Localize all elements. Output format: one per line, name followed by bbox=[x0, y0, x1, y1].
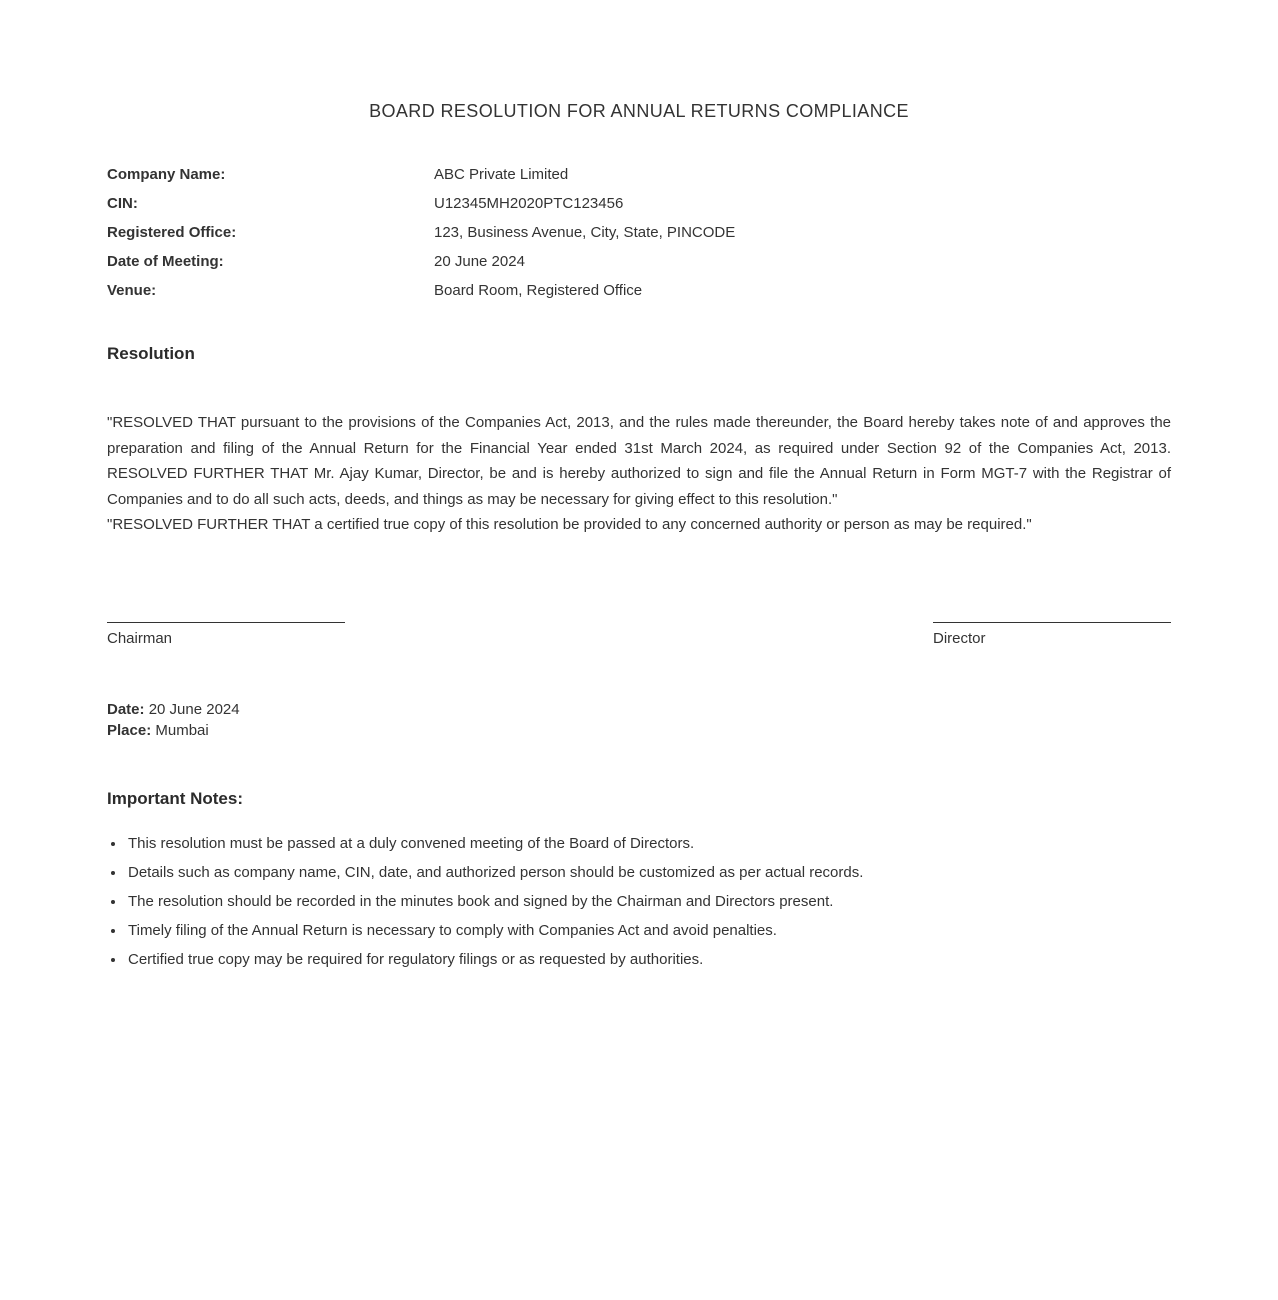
resolution-paragraph: "RESOLVED FURTHER THAT a certified true copy of this resolution be provided to any concerned authority or person as may be required." bbox=[107, 516, 1032, 533]
date-value: 20 June 2024 bbox=[148, 700, 240, 718]
important-notes-heading: Important Notes: bbox=[107, 788, 243, 808]
list-item: • Details such as company name, CIN, date, and authorized person should be customized as per actual records. bbox=[126, 862, 1171, 883]
chairman-signature-block bbox=[107, 622, 345, 647]
company-name-value: ABC Private Limited bbox=[434, 166, 569, 183]
chairman-signature-line bbox=[107, 622, 345, 623]
place-value: Mumbai bbox=[155, 721, 209, 739]
date-place-block bbox=[107, 699, 1171, 741]
date-label: Date: bbox=[107, 700, 145, 718]
table-row bbox=[107, 276, 1171, 305]
cin-value: U12345MH2020PTC123456 bbox=[434, 195, 624, 212]
chairman-signature-label: Chairman bbox=[107, 629, 173, 647]
place-line bbox=[107, 720, 1171, 741]
table-row bbox=[107, 218, 1171, 247]
list-item: • The resolution should be recorded in the minutes book and signed by the Chairman and Directors present. bbox=[126, 891, 1171, 912]
signature-section bbox=[107, 622, 1171, 647]
date-of-meeting-value: 20 June 2024 bbox=[434, 253, 525, 270]
registered-office-value: 123, Business Avenue, City, State, PINCODE bbox=[434, 224, 736, 241]
cin-label: CIN: bbox=[107, 195, 138, 212]
company-details-table bbox=[107, 160, 1171, 305]
director-signature-line bbox=[933, 622, 1171, 623]
list-item: • Timely filing of the Annual Return is necessary to comply with Companies Act and avoid penalties. bbox=[126, 920, 1171, 941]
registered-office-label: Registered Office: bbox=[107, 224, 237, 241]
document-title: BOARD RESOLUTION FOR ANNUAL RETURNS COMPLIANCE bbox=[369, 101, 909, 121]
director-signature-block bbox=[933, 622, 1171, 647]
resolution-heading: Resolution bbox=[107, 344, 195, 363]
important-notes-list bbox=[107, 833, 1171, 970]
company-name-label: Company Name: bbox=[107, 166, 226, 183]
venue-value: Board Room, Registered Office bbox=[434, 282, 643, 299]
date-line bbox=[107, 699, 1171, 720]
list-item: • This resolution must be passed at a duly convened meeting of the Board of Directors. bbox=[126, 833, 1171, 854]
resolution-paragraph: "RESOLVED THAT pursuant to the provisions of the Companies Act, 2013, and the rules made thereunder, the Board hereby takes note of and approves the preparation and filing of the Annual Return for the Financial Year ended 31st March 2024, as required under Section 92 of the Companies Act, 2013. RESOLVED FURTHER THAT Mr. Ajay Kumar, Director, be and is hereby authorized to sign and file the Annual Return in Form MGT-7 with the Registrar of Companies and to do all such acts, deeds, and things as may be necessary for giving effect to this resolution." bbox=[107, 414, 1171, 508]
table-row bbox=[107, 247, 1171, 276]
table-row bbox=[107, 189, 1171, 218]
resolution-text bbox=[107, 410, 1171, 538]
place-label: Place: bbox=[107, 721, 152, 739]
table-row bbox=[107, 160, 1171, 189]
venue-label: Venue: bbox=[107, 282, 157, 299]
date-of-meeting-label: Date of Meeting: bbox=[107, 253, 224, 270]
director-signature-label: Director bbox=[933, 629, 986, 647]
list-item: • Certified true copy may be required for regulatory filings or as requested by authorities. bbox=[126, 949, 1171, 970]
